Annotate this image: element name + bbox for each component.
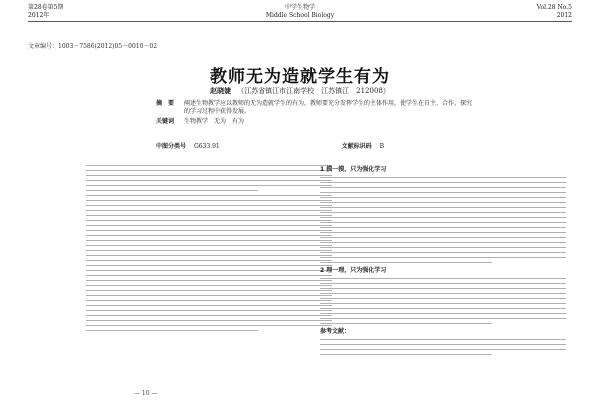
header-volume-line: 第28卷第5期 [28, 4, 64, 11]
header-journal-en: Middle School Biology [265, 12, 335, 19]
doc-code-value: B [379, 143, 385, 150]
section-heading-2: 2 理一理，只为强化学习 [320, 267, 387, 274]
article-title: 教师无为造就学生有为 [210, 67, 390, 87]
keywords-label: 关键词 [156, 118, 175, 125]
abstract-block [156, 100, 478, 126]
header-journal-cn: 中学生物学 [284, 4, 315, 11]
running-header [28, 4, 572, 34]
header-rule [28, 21, 572, 22]
classification-line [156, 143, 476, 151]
header-year-en-line: 2012 [556, 12, 572, 19]
author-line [0, 86, 600, 96]
article-number: 文章编号：1003－7586(2012)05－0010－02 [28, 43, 158, 50]
clc-label: 中图分类号 [156, 143, 187, 150]
header-year-line: 2012年 [28, 12, 50, 19]
clc-value: G633.91 [193, 143, 220, 150]
body-column-right [320, 165, 566, 359]
references-heading: 参考文献： [320, 328, 351, 335]
author-affiliation: （江苏省镇江市江南学校 江苏镇江 212008） [237, 87, 390, 95]
abstract-label: 摘 要 [156, 100, 175, 107]
doc-code-label: 文献标识码 [341, 143, 372, 150]
header-vol-en-line: Vol.28 No.5 [536, 4, 572, 11]
keywords-text: 生物教学 无为 有为 [184, 118, 245, 125]
author-name: 赵晓婕 [210, 86, 232, 95]
abstract-text: 阐述生物教学应以教师的无为造就学生的有为，教师要充分发挥学生的主体作用，使学生在自主、合作、探究的学习过程中获得发展。 [184, 100, 473, 115]
header-volume-en [452, 4, 572, 20]
section-heading-1: 1 摸一摸，只为强化学习 [320, 166, 387, 173]
body-column-left [86, 165, 332, 335]
page-number: — 10 — [134, 390, 158, 397]
